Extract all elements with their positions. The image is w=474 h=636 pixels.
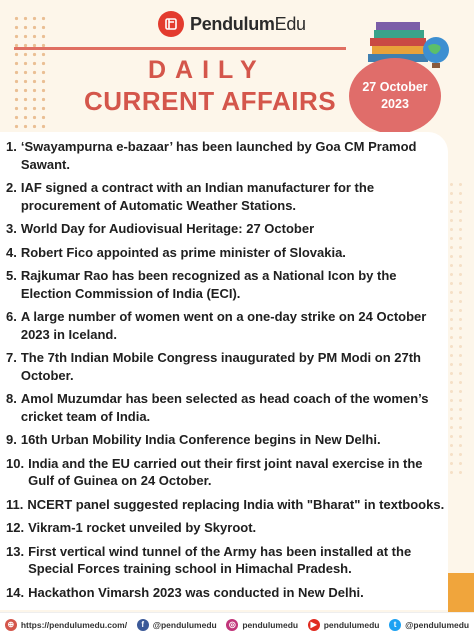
footer-youtube: pendulumedu xyxy=(323,619,380,630)
news-list xyxy=(6,138,446,607)
news-item-text: ‘Swayampurna e-bazaar’ has been launched by Goa CM Pramod Sawant. xyxy=(20,139,417,172)
news-item xyxy=(6,455,446,490)
news-item-number: 8. xyxy=(6,391,17,406)
news-item-number: 5. xyxy=(6,268,17,283)
news-item-text: Rajkumar Rao has been recognized as a National Icon by the Election Commission of India (ECI). xyxy=(20,268,397,301)
date-badge xyxy=(349,58,441,134)
news-item-text: A large number of women went on a one-day strike on 24 October 2023 in Iceland. xyxy=(20,309,427,342)
news-item-number: 10. xyxy=(6,455,25,471)
news-item-number: 6. xyxy=(6,309,17,324)
news-item-text: India and the EU carried out their first joint naval exercise in the Gulf of Guinea on 24 October. xyxy=(28,455,423,488)
footer-instagram: pendulumedu xyxy=(242,619,299,630)
footer-twitter-link[interactable] xyxy=(389,619,469,631)
news-item xyxy=(6,543,446,578)
news-item xyxy=(6,138,446,173)
title-current-affairs: CURRENT AFFAIRS xyxy=(84,86,337,116)
twitter-icon: t xyxy=(389,619,401,631)
news-item xyxy=(6,519,446,537)
date-year: 2023 xyxy=(381,97,409,111)
news-item-text: Vikram-1 rocket unveiled by Skyroot. xyxy=(28,520,257,535)
news-item xyxy=(6,584,446,602)
footer-facebook: @pendulumedu xyxy=(152,619,217,630)
brand-logo[interactable] xyxy=(158,6,306,42)
header-rule xyxy=(14,47,346,50)
news-item-text: NCERT panel suggested replacing India with "Bharat" in textbooks. xyxy=(27,496,445,512)
news-item-number: 3. xyxy=(6,221,17,236)
news-item-number: 4. xyxy=(6,244,17,260)
news-item xyxy=(6,308,446,343)
news-item-number: 7. xyxy=(6,350,17,365)
news-item-text: Robert Fico appointed as prime minister of Slovakia. xyxy=(20,244,346,260)
news-item-text: World Day for Audiovisual Heritage: 27 October xyxy=(20,221,315,236)
news-item xyxy=(6,244,446,262)
instagram-icon: ◎ xyxy=(226,619,238,631)
footer-instagram-link[interactable] xyxy=(226,619,298,631)
web-icon: ⊕ xyxy=(5,619,17,631)
news-item xyxy=(6,390,446,425)
news-item xyxy=(6,496,446,514)
logo-mark-icon xyxy=(158,11,184,37)
date-day-month: 27 October xyxy=(362,80,428,94)
news-item xyxy=(6,267,446,302)
news-item xyxy=(6,431,446,449)
news-item-number: 12. xyxy=(6,520,25,535)
news-item xyxy=(6,349,446,384)
brand-name: Pendulum xyxy=(190,13,275,34)
news-item-number: 14. xyxy=(6,584,25,600)
footer-twitter: @pendulumedu xyxy=(405,619,470,630)
youtube-icon: ▶ xyxy=(308,619,320,631)
news-item xyxy=(6,179,446,214)
news-item-text: The 7th Indian Mobile Congress inaugurated by PM Modi on 27th October. xyxy=(20,350,421,383)
decorative-dots xyxy=(12,14,48,134)
news-item xyxy=(6,220,446,238)
footer xyxy=(0,612,474,636)
footer-youtube-link[interactable] xyxy=(308,619,380,631)
news-item-number: 9. xyxy=(6,432,17,447)
accent-bar xyxy=(448,573,474,615)
news-item-number: 2. xyxy=(6,180,17,195)
footer-website: https://pendulumedu.com/ xyxy=(20,619,128,630)
news-item-text: 16th Urban Mobility India Conference begins in New Delhi. xyxy=(20,432,381,447)
news-item-number: 13. xyxy=(6,543,25,559)
footer-facebook-link[interactable] xyxy=(137,619,217,631)
news-item-text: First vertical wind tunnel of the Army has been installed at the Special Forces training school in Himachal Pradesh. xyxy=(28,543,412,576)
brand-suffix: Edu xyxy=(274,13,306,34)
news-item-number: 11. xyxy=(6,496,24,512)
news-item-number: 1. xyxy=(6,139,17,154)
footer-website-link[interactable] xyxy=(5,619,127,631)
facebook-icon: f xyxy=(137,619,149,631)
title-daily: DAILY xyxy=(148,56,266,84)
news-item-text: IAF signed a contract with an Indian manufacturer for the procurement of Automatic Weather Stations. xyxy=(20,180,375,213)
news-item-text: Amol Muzumdar has been selected as head coach of the women’s cricket team of India. xyxy=(20,391,429,424)
news-item-text: Hackathon Vimarsh 2023 was conducted in New Delhi. xyxy=(28,584,364,600)
